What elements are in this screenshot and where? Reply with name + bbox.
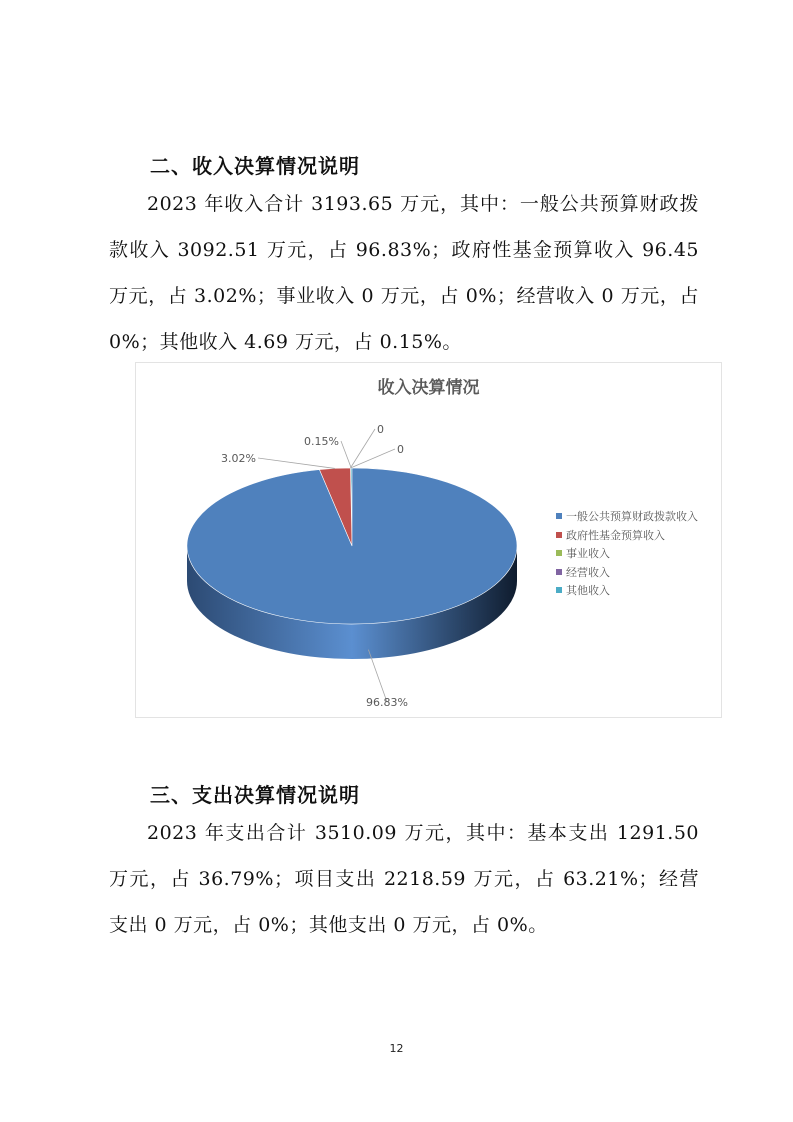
page-number: 12 xyxy=(389,1042,404,1055)
legend-item xyxy=(556,581,698,600)
legend-swatch xyxy=(556,513,562,519)
pie-slice xyxy=(187,468,517,624)
leader-line xyxy=(350,449,395,468)
data-label: 3.02% xyxy=(221,452,256,465)
leader-line xyxy=(341,441,351,468)
legend-label: 经营收入 xyxy=(566,565,610,579)
section-heading-income: 二、收入决算情况说明 xyxy=(150,154,360,178)
income-paragraph: 2023 年收入合计 3193.65 万元，其中：一般公共预算财政拨款收入 3092.51 万元，占 96.83%；政府性基金预算收入 96.45 万元，占 3.02%；事业收入 0 万元，占 0%；经营收入 0 万元，占 0%；其他收入 4.69 万元，占 0.15%。 xyxy=(109,193,699,353)
data-label: 0 xyxy=(397,443,404,456)
chart-title: 收入决算情况 xyxy=(377,378,480,398)
legend-label: 其他收入 xyxy=(566,584,610,598)
leader-line xyxy=(350,429,375,468)
leader-line xyxy=(258,458,335,468)
data-label: 0.15% xyxy=(304,435,339,448)
legend-label: 一般公共预算财政拨款收入 xyxy=(566,510,698,524)
expenditure-paragraph: 2023 年支出合计 3510.09 万元，其中：基本支出 1291.50 万元，占 36.79%；项目支出 2218.59 万元，占 63.21%；经营支出 0 万元，占 0%；其他支出 0 万元，占 0%。 xyxy=(109,822,699,936)
legend-item xyxy=(556,526,698,545)
legend-item xyxy=(556,544,698,563)
legend-item xyxy=(556,507,698,526)
data-label: 96.83% xyxy=(366,696,408,709)
legend-swatch xyxy=(556,569,562,575)
data-label: 0 xyxy=(377,423,384,436)
legend-swatch xyxy=(556,587,562,593)
legend-label: 事业收入 xyxy=(566,547,610,561)
legend-label: 政府性基金预算收入 xyxy=(566,528,665,542)
legend-item xyxy=(556,563,698,582)
legend-swatch xyxy=(556,550,562,556)
legend-swatch xyxy=(556,532,562,538)
income-pie-chart xyxy=(135,362,722,718)
chart-legend xyxy=(556,507,698,600)
section-heading-expenditure: 三、支出决算情况说明 xyxy=(150,783,360,807)
